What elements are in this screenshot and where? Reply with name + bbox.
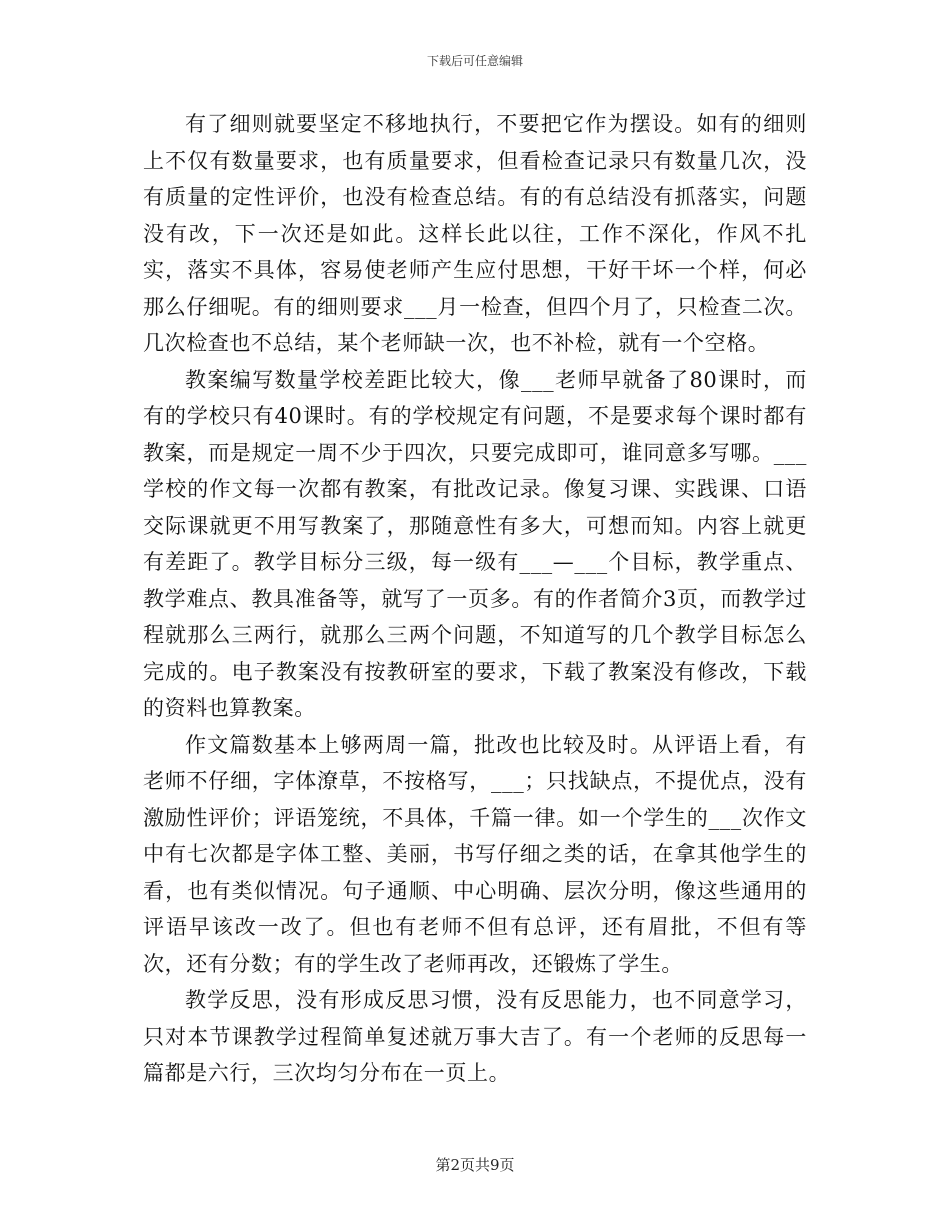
paragraph-1: 有了细则就要坚定不移地执行，不要把它作为摆设。如有的细则上不仅有数量要求，也有质量要求，但看检查记录只有数量几次，没有质量的定性评价，也没有检查总结。有的有总结没有抓落实，问题没有改，下一次还是如此。这样长此以往，工作不深化，作风不扎实，落实不具体，容易使老师产生应付思想，干好干坏一个样，何必那么仔细呢。有的细则要求___月一检查，但四个月了，只检查二次。几次检查也不总结，某个老师缺一次，也不补检，就有一个空格。 xyxy=(143,112,807,355)
paragraph-2: 教案编写数量学校差距比较大，像___老师早就备了80课时，而有的学校只有40课时。有的学校规定有问题，不是要求每个课时都有教案，而是规定一周不少于四次，只要完成即可，谁同意多写哪。___学校的作文每一次都有教案，有批改记录。像复习课、实践课、口语交际课就更不用写教案了，那随意性有多大，可想而知。内容上就更有差距了。教学目标分三级，每一级有___—___个目标，教学重点、教学难点、教具准备等，就写了一页多。有的作者简介3页，而教学过程就那么三两行，就那么三两个问题，不知道写的几个教学目标怎么完成的。电子教案没有按教研室的要求，下载了教案没有修改，下载的资料也算教案。 xyxy=(143,367,807,720)
page-footer: 第2页共9页 xyxy=(435,1156,515,1174)
paragraph-4: 教学反思，没有形成反思习惯，没有反思能力，也不同意学习，只对本节课教学过程简单复述就万事大吉了。有一个老师的反思每一篇都是六行，三次均匀分布在一页上。 xyxy=(143,988,807,1085)
paragraph-3: 作文篇数基本上够两周一篇，批改也比较及时。从评语上看，有老师不仔细，字体潦草，不按格写，___；只找缺点，不提优点，没有激励性评价；评语笼统，不具体，千篇一律。如一个学生的___次作文中有七次都是字体工整、美丽，书写仔细之类的话，在拿其他学生的看，也有类似情况。句子通顺、中心明确、层次分明，像这些通用的评语早该改一改了。但也有老师不但有总评，还有眉批，不但有等次，还有分数；有的学生改了老师再改，还锻炼了学生。 xyxy=(143,732,807,976)
document-body xyxy=(143,106,807,1092)
page-header: 下载后可任意编辑 xyxy=(426,54,523,68)
